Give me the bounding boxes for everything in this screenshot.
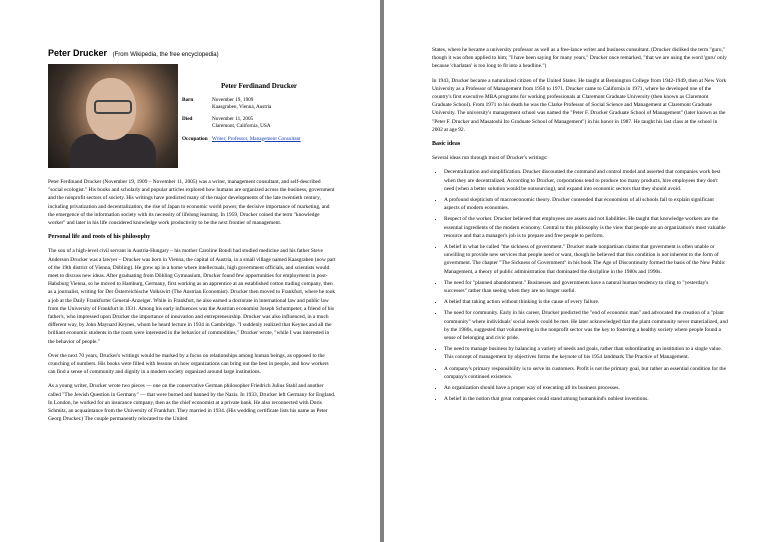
paragraph-1943: In 1943, Drucker became a naturalized citizen of the United States. He taught at Bennington College from 1942-1949, then at New York University as a Professor of Management from 1950 to 1971. Drucker came to California in 1971, where he developed one of the country's first executive MBA programs for working professionals at Claremont Graduate University (then known as Claremont Graduate School). From 1971 to his death he was the Clarke Professor of Social Science and Management at Claremont Graduate University. The university's management school was named the "Peter F. Drucker Graduate School of Management" (later known as the "Peter F. Drucker and Masatoshi Ito Graduate School of Management") in his honor in 1987. He taught his last class at the school in 2002 at age 92. — [432, 77, 727, 133]
paragraph-writings: Over the next 70 years, Drucker's writings would be marked by a focus on relationships among human beings, as opposed to the crunching of numbers. His books were filled with lessons on how organizations can bring out the best in people, and how workers can find a sense of community and dignity in a modern society organized around large institutions. — [48, 352, 329, 376]
infobox — [182, 82, 336, 148]
infobox-died-row — [182, 116, 336, 130]
list-item: • A company's primary responsibility is to serve its customers. Profit is not the primary goal, but rather an essential condition for the company's continued existence. — [444, 365, 728, 381]
portrait-photo — [48, 64, 178, 168]
list-item: • A belief in what he called "the sickness of government." Drucker made nonpartisan claims that government is often unable or unwilling to provide new services that people need or want, though he believed that this condition is not inherent to the form of government. The chapter "The Sickness of Government" in his book The Age of Discontinuity formed the basis of the New Public Management, a theory of public administration that dominated the discipline in the 1980s and 1990s. — [444, 243, 728, 276]
paragraph-ideas-intro: Several ideas run through most of Drucker's writings: — [432, 155, 548, 162]
list-item: • An organization should have a proper way of executing all its business processes. — [444, 384, 728, 392]
document-page-right — [384, 0, 768, 542]
infobox-occupation-row — [182, 136, 336, 143]
article-subtitle: (From Wikipedia, the free encyclopedia) — [112, 52, 219, 58]
infobox-born-place: Kaasgraben, Vienna, Austria — [212, 104, 272, 111]
list-item: • A belief that taking action without thinking is the cause of every failure. — [444, 298, 728, 306]
article-title-block — [48, 48, 219, 58]
paragraph-continued: States, where he became a university professor as well as a free-lance writer and business consultant. (Drucker disliked the term "guru," though it was often applied to him; "I have been saying for many years," Drucker once remarked, "that we are using the word 'guru' only because 'charlatan' is too long to fit into a headline.") — [432, 47, 727, 70]
intro-paragraph: Peter Ferdinand Drucker (November 19, 1909 – November 11, 2005) was a writer, management consultant, and self-described "social ecologist." His books and scholarly and popular articles explored how humans are organized across the business, government and the nonprofit sectors of society. His writings have predicted many of the major developments of the late twentieth century, including privatization and decentralization, the rise of Japan to economic world power, the decisive importance of marketing, and the emergence of the information society with its necessity of lifelong learning. In 1959, Drucker coined the term "knowledge worker" and later in his life considered knowledge work productivity to be the next frontier of management. — [48, 179, 335, 227]
infobox-occupation-link[interactable]: Writer, Professor, Management Consultant — [212, 135, 301, 142]
list-item: • The need to manage business by balancing a variety of needs and goals, rather than subordinating an institution to a single value. This concept of management by objectives forms the keynote of his 1954 landmark The Practice of Management. — [444, 345, 728, 361]
article-title: Peter Drucker — [48, 48, 108, 58]
infobox-died-place: Claremont, California, USA — [212, 123, 271, 130]
infobox-born-row — [182, 97, 336, 111]
document-page-left — [0, 0, 380, 542]
paragraph-young-writer: As a young writer, Drucker wrote two pieces — one on the conservative German philosopher Friedrich Julius Stahl and another called "The Jewish Question in Germany" — that were burned and banned by the Nazis. In 1933, Drucker left Germany for England. In London, he worked for an insurance company, then as the chief economist at a private bank. He also reconnected with Doris Schmitz, an acquaintance from the University of Frankfurt. They married in 1934. (His wedding certificate lists his name as Peter Georg Drucker.) The couple permanently relocated to the United — [48, 383, 336, 423]
list-item: • The need for community. Early in his career, Drucker predicted the "end of economic man" and advocated the creation of a "plant community" where individuals' social needs could be met. He later acknowledged that the plant community never materialized, and by the 1980s, suggested that volunteering in the nonprofit sector was the key to fostering a healthy society where people found a sense of belonging and civic pride. — [444, 309, 728, 342]
infobox-died-date: November 11, 2005 — [212, 116, 254, 123]
list-item: • Respect of the worker. Drucker believed that employees are assets and not liabilities. He taught that knowledge workers are the essential ingredients of the modern economy. Central to this philosophy is the view that people are an organization's most valuable resource and that a manager's job is to prepare and free people to perform. — [444, 215, 728, 240]
infobox-occupation-label: Occupation — [182, 135, 208, 142]
left-page-body — [48, 178, 336, 429]
section-heading-personal-life: Personal life and roots of his philosophy — [48, 234, 151, 241]
list-item: • A profound skepticism of macroeconomic theory. Drucker contended that economists of all schools fail to explain significant aspects of modern economies. — [444, 196, 728, 212]
list-item: • A belief in the notion that great companies could stand among humankind's noblest inventions. — [444, 395, 728, 403]
paragraph-early-life: The son of a high-level civil servant in Austria-Hungary – his mother Caroline Bondi had studied medicine and his father Steve Anderson Drucker was a lawyer – Drucker was born in Vienna, the capital of Austria, in a small village named Kaasgraben (now part of the 19th district of Vienna, Döbling). He grew up in a home where intellectuals, high government officials, and scientists would meet to discuss new ideas. After graduating from Döbling Gymnasium, Drucker found few opportunities for employment in post-Habsburg Vienna, so he moved to Hamburg, Germany, first working as an apprentice at an established cotton trading company, then as a journalist, writing for Der Österreichische Volkswirt (The Austrian Economist). Drucker then moved to Frankfurt, where he took a job at the Daily Frankfurter General-Anzeiger. While in Frankfurt, he also earned a doctorate in international law and public law from the University of Frankfurt in 1931. Among his early influences was the Austrian economist Joseph Schumpeter, a friend of his father's, who impressed upon Drucker the importance of innovation and entrepreneurship. Drucker was also influenced, in a much different way, by John Maynard Keynes, whom he heard lecture in 1934 in Cambridge. "I suddenly realized that Keynes and all the brilliant economic students in the room were interested in the behavior of commodities," Drucker wrote, "while I was interested in the behavior of people." — [48, 248, 336, 345]
infobox-died-label: Died — [182, 116, 193, 123]
infobox-born-label: Born — [182, 97, 194, 104]
infobox-born-date: November 19, 1909 — [212, 97, 254, 104]
right-page-body — [432, 46, 728, 406]
ideas-list — [432, 168, 728, 403]
list-item: • Decentralization and simplification. Drucker discounted the command and control model and asserted that companies work best when they are decentralized. According to Drucker, corporations tend to produce too many products, hire employees they don't need (when a better solution would be outsourcing), and expand into economic sectors that they should avoid. — [444, 168, 728, 193]
section-heading-basic-ideas: Basic ideas — [432, 141, 461, 148]
list-item: • The need for "planned abandonment." Businesses and governments have a natural human tendency to cling to "yesterday's successes" rather than seeing when they are no longer useful. — [444, 279, 728, 295]
infobox-title: Peter Ferdinand Drucker — [220, 82, 298, 90]
